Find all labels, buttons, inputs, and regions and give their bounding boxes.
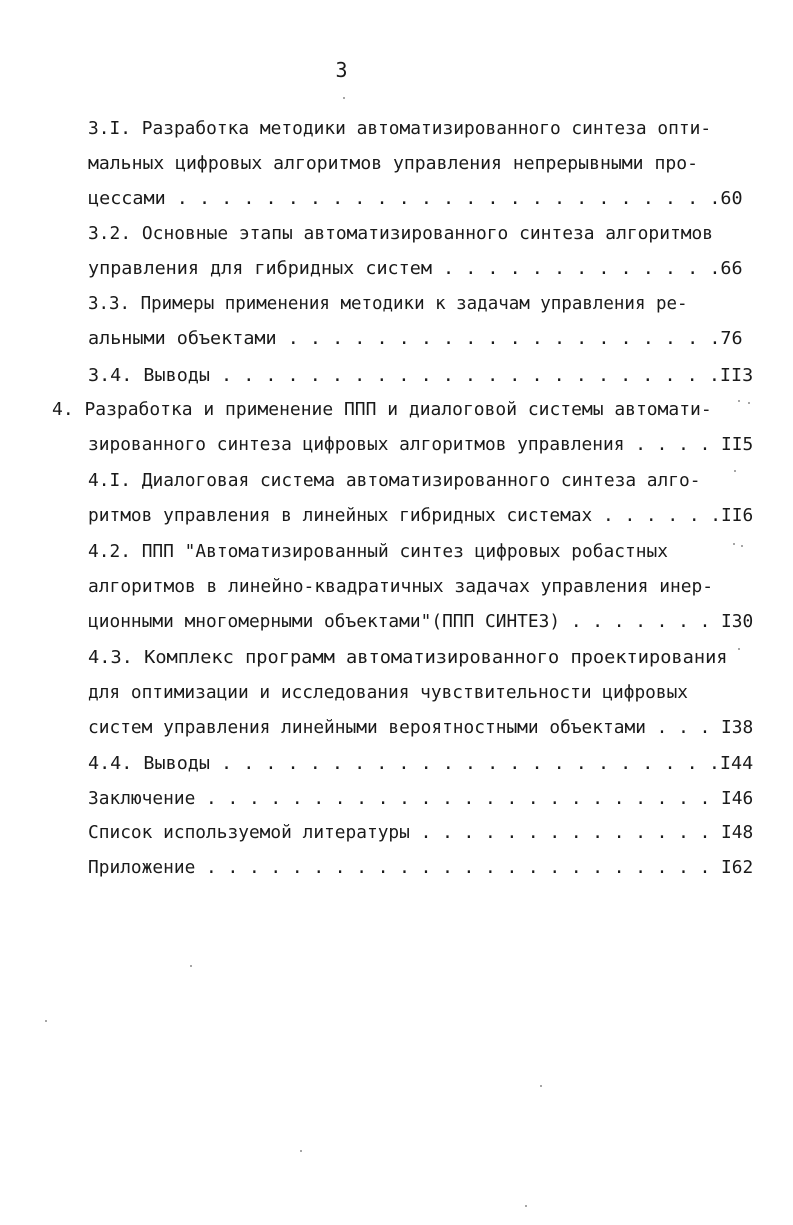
toc-line: зированного синтеза цифровых алгоритмов управления . . . . II5 [88, 435, 754, 455]
toc-line: 4.2. ППП "Автоматизированный синтез цифровых робастных [88, 542, 668, 562]
scan-speck [540, 1085, 542, 1087]
scan-speck [190, 965, 192, 967]
toc-line: 3.2. Основные этапы автоматизированного синтеза алгоритмов [88, 224, 714, 244]
toc-line: управления для гибридных систем . . . . . . . . . . . . .66 [88, 259, 743, 279]
toc-line: 4.4. Выводы . . . . . . . . . . . . . . . . . . . . . . .I44 [88, 754, 754, 774]
toc-line: ционными многомерными объектами"(ППП СИНТЕЗ) . . . . . . . I30 [88, 612, 754, 632]
toc-line: мальных цифровых алгоритмов управления непрерывными про- [88, 154, 699, 174]
toc-line: систем управления линейными вероятностными объектами . . . I38 [88, 718, 754, 738]
toc-line: 4.I. Диалоговая система автоматизированного синтеза алго- [88, 471, 701, 491]
scan-speck [738, 648, 740, 650]
scan-speck [738, 400, 740, 402]
scan-speck [343, 97, 345, 99]
toc-line: 3.4. Выводы . . . . . . . . . . . . . . . . . . . . . . .II3 [88, 366, 754, 386]
toc-line: 3.I. Разработка методики автоматизированного синтеза опти- [88, 119, 712, 139]
toc-line: Список используемой литературы . . . . . . . . . . . . . . I48 [88, 823, 754, 843]
scan-speck [748, 402, 750, 404]
toc-line: 4. Разработка и применение ППП и диалоговой системы автомати- [52, 400, 712, 420]
scan-speck [741, 545, 743, 547]
scan-speck [45, 1020, 47, 1022]
toc-line: цессами . . . . . . . . . . . . . . . . . . . . . . . . .60 [88, 189, 743, 209]
page-number: 3 [335, 58, 348, 82]
scan-speck [734, 470, 736, 472]
scan-speck [525, 1205, 527, 1207]
toc-line: ритмов управления в линейных гибридных системах . . . . . .II6 [88, 506, 754, 526]
toc-line: алгоритмов в линейно-квадратичных задачах управления инер- [88, 577, 714, 597]
scan-speck [733, 543, 735, 545]
toc-line: Заключение . . . . . . . . . . . . . . . . . . . . . . . . I46 [88, 789, 754, 809]
toc-line: для оптимизации и исследования чувствительности цифровых [88, 683, 689, 703]
scan-speck [300, 1150, 302, 1152]
toc-line: альными объектами . . . . . . . . . . . . . . . . . . . .76 [88, 329, 743, 349]
toc-line: Приложение . . . . . . . . . . . . . . . . . . . . . . . . I62 [88, 858, 754, 878]
toc-line: 3.3. Примеры применения методики к задачам управления ре- [88, 294, 688, 314]
toc-line: 4.3. Комплекс программ автоматизированного проектирования [88, 648, 728, 668]
